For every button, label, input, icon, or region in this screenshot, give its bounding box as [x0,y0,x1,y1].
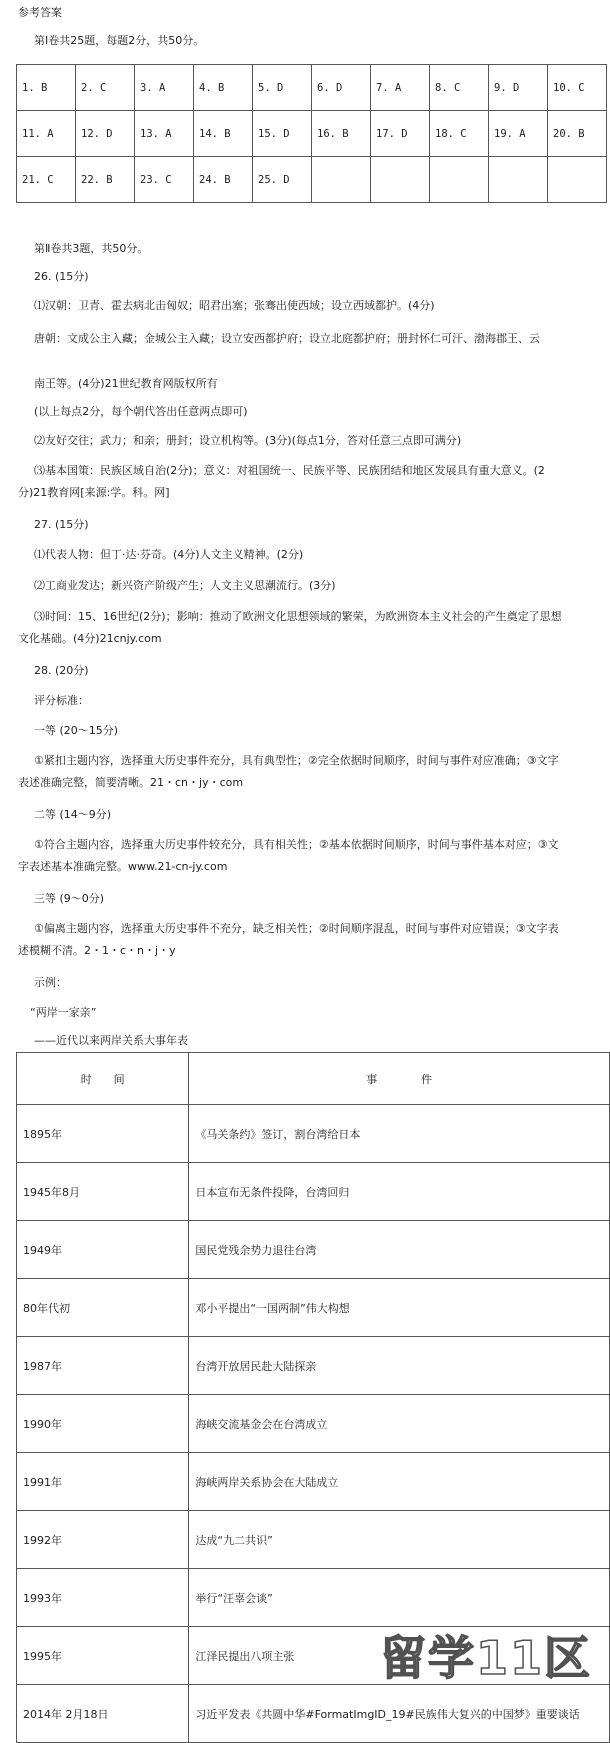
answer-cell: 14. B [194,111,253,157]
answer-cell [548,157,607,203]
event-row [17,1511,610,1569]
q28-grade-3: 三等 (9～0分) [34,892,105,905]
answer-cell: 24. B [194,157,253,203]
q26-note: (以上每点2分，每个朝代答出任意两点即可) [34,405,248,418]
site-watermark-logo: 留学11区 [379,1631,592,1685]
event-desc: 江泽民提出八项主张 [189,1627,610,1685]
event-desc: 举行“汪辜会谈” [189,1569,610,1627]
answer-cell [371,157,430,203]
q28-grade-3-text-cont: 述模糊不清。2・1・c・n・j・y [18,944,176,957]
answer-cell: 13. A [135,111,194,157]
q26-answer-1: ⑴汉朝：卫青、霍去病北击匈奴；昭君出塞；张骞出使西域；设立西域都护。(4分) [34,299,435,312]
page-title: 参考答案 [18,6,62,19]
answer-cell: 7. A [371,65,430,111]
event-date: 80年代初 [17,1279,189,1337]
answer-cell: 16. B [312,111,371,157]
answer-cell: 10. C [548,65,607,111]
event-row [17,1279,610,1337]
q28-grade-1-text: ①紧扣主题内容，选择重大历史事件充分，具有典型性；②完全依据时间顺序，时间与事件对应准确；③文字 [34,754,559,767]
answer-cell: 22. B [76,157,135,203]
event-row [17,1569,610,1627]
answer-cell: 11. A [17,111,76,157]
answer-cell: 4. B [194,65,253,111]
answer-cell: 8. C [430,65,489,111]
answer-cell: 3. A [135,65,194,111]
q27-answer-2: ⑵工商业发达；新兴资产阶级产生；人文主义思潮流行。(3分) [34,579,336,592]
event-date: 1995年 [17,1627,189,1685]
event-date: 1895年 [17,1105,189,1163]
q28-example-label: 示例： [34,976,67,989]
q27-answer-3-cont: 文化基础。(4分)21cnjy.com [18,632,162,645]
answer-cell [489,157,548,203]
event-desc: 《马关条约》签订，割台湾给日本 [189,1105,610,1163]
answer-cell: 6. D [312,65,371,111]
answer-cell: 25. D [253,157,312,203]
answer-cell: 9. D [489,65,548,111]
q28-grade-2-text-cont: 字表述基本准确完整。www.21-cn-jy.com [18,860,228,873]
event-date: 1987年 [17,1337,189,1395]
event-date: 1993年 [17,1569,189,1627]
event-date: 1990年 [17,1395,189,1453]
answer-row [17,65,607,111]
answer-cell: 1. B [17,65,76,111]
event-table-header [17,1053,610,1105]
answer-cell: 23. C [135,157,194,203]
event-row [17,1163,610,1221]
answer-cell: 20. B [548,111,607,157]
q28-heading: 28. (20分) [34,664,89,677]
event-date: 1992年 [17,1511,189,1569]
answer-cell [430,157,489,203]
answer-cell: 21. C [17,157,76,203]
q28-grade-3-text: ①偏离主题内容，选择重大历史事件不充分，缺乏相关性；②时间顺序混乱，时间与事件对应错误；③文字表 [34,922,559,935]
q28-grade-2: 二等 (14～9分) [34,808,112,821]
answer-cell: 5. D [253,65,312,111]
event-row [17,1221,610,1279]
event-date: 1949年 [17,1221,189,1279]
answer-cell: 15. D [253,111,312,157]
q27-heading: 27. (15分) [34,518,89,531]
answer-cell: 17. D [371,111,430,157]
event-desc: 台湾开放居民赴大陆探亲 [189,1337,610,1395]
answer-cell: 2. C [76,65,135,111]
q27-answer-3: ⑶时间：15、16世纪(2分)；影响：推动了欧洲文化思想领域的繁荣，为欧洲资本主义社会的产生奠定了思想 [34,610,562,623]
q28-grade-1: 一等 (20～15分) [34,724,119,737]
event-desc: 达成“九二共识” [189,1511,610,1569]
q26-answer-4-cont: 分)21教育网[来源:学。科。网] [18,486,170,499]
q28-grade-2-text: ①符合主题内容，选择重大历史事件较充分，具有相关性；②基本依据时间顺序，时间与事件基本对应；③文 [34,838,559,851]
q26-answer-4: ⑶基本国策：民族区域自治(2分)；意义：对祖国统一、民族平等、民族团结和地区发展具有重大意义。(2 [34,464,545,477]
event-row [17,1337,610,1395]
header-event: 事 件 [189,1053,610,1105]
q28-grade-1-text-cont: 表述准确完整，简要清晰。21・cn・jy・com [18,776,244,789]
part1-intro: 第Ⅰ卷共25题，每题2分，共50分。 [34,34,205,47]
answer-cell: 12. D [76,111,135,157]
event-date: 1945年8月 [17,1163,189,1221]
answer-row [17,157,607,203]
answer-cell [312,157,371,203]
answer-cell: 18. C [430,111,489,157]
answer-cell: 19. A [489,111,548,157]
event-date: 1991年 [17,1453,189,1511]
event-desc: 国民党残余势力退往台湾 [189,1221,610,1279]
event-row [17,1105,610,1163]
q26-heading: 26. (15分) [34,270,89,283]
q26-answer-2-cont: 南王等。(4分)21世纪教育网版权所有 [34,377,218,390]
answer-table [16,64,607,203]
q28-example-title: “两岸一家亲” [30,1006,97,1019]
header-time: 时 间 [17,1053,189,1105]
event-row [17,1395,610,1453]
event-row [17,1685,610,1743]
q26-answer-2: 唐朝：文成公主入藏；金城公主入藏；设立安西都护府；设立北庭都护府；册封怀仁可汗、渤海郡王、云 [34,332,540,345]
q28-criteria: 评分标准： [34,694,89,707]
event-desc: 日本宣布无条件投降，台湾回归 [189,1163,610,1221]
q27-answer-1: ⑴代表人物：但丁·达·芬奇。(4分)人文主义精神。(2分) [34,548,304,561]
part2-intro: 第Ⅱ卷共3题，共50分。 [34,242,149,255]
answer-row [17,111,607,157]
event-desc: 海峡两岸关系协会在大陆成立 [189,1453,610,1511]
event-desc: 海峡交流基金会在台湾成立 [189,1395,610,1453]
event-date: 2014年 2月18日 [17,1685,189,1743]
event-row [17,1453,610,1511]
q28-example-subtitle: ——近代以来两岸关系大事年表 [34,1034,188,1047]
event-desc: 邓小平提出“一国两制”伟大构想 [189,1279,610,1337]
event-desc: 习近平发表《共圆中华#FormatImgID_19#民族伟大复兴的中国梦》重要谈话 [189,1685,610,1743]
q26-answer-3: ⑵友好交往；武力；和亲；册封；设立机构等。(3分)(每点1分，答对任意三点即可满分) [34,434,462,447]
